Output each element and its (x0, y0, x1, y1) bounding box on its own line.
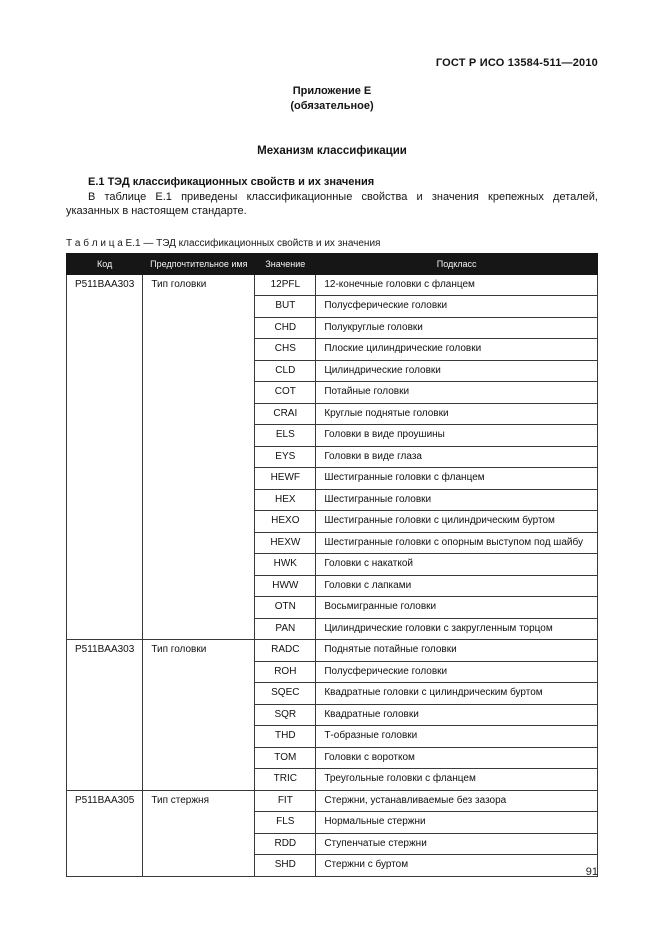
value-cell: OTN (255, 597, 316, 619)
value-cell: COT (255, 382, 316, 404)
header-value: Значение (255, 253, 316, 274)
subclass-cell: Шестигранные головки с фланцем (316, 468, 598, 490)
value-cell: SQEC (255, 683, 316, 705)
value-cell: FIT (255, 790, 316, 812)
table-row (67, 640, 598, 662)
subclass-cell: Шестигранные головки (316, 489, 598, 511)
subclass-cell: Квадратные головки с цилиндрическим буртом (316, 683, 598, 705)
value-cell: ELS (255, 425, 316, 447)
table-header (67, 253, 598, 274)
value-cell: HEXW (255, 532, 316, 554)
preferred-name-cell: Тип стержня (143, 790, 255, 876)
subclass-cell: Плоские цилиндрические головки (316, 339, 598, 361)
code-cell: P511BAA303 (67, 274, 143, 640)
value-cell: PAN (255, 618, 316, 640)
subclass-cell: Восьмигранные головки (316, 597, 598, 619)
subclass-cell: Головки с воротком (316, 747, 598, 769)
value-cell: HEX (255, 489, 316, 511)
value-cell: HWW (255, 575, 316, 597)
subclass-cell: Головки с лапками (316, 575, 598, 597)
value-cell: FLS (255, 812, 316, 834)
doc-reference: ГОСТ Р ИСО 13584-511—2010 (435, 57, 598, 69)
value-cell: CLD (255, 360, 316, 382)
table-header-row (67, 253, 598, 274)
page-content (66, 57, 598, 877)
value-cell: TRIC (255, 769, 316, 791)
header-code: Код (67, 253, 143, 274)
value-cell: ROH (255, 661, 316, 683)
subclass-cell: Цилиндрические головки (316, 360, 598, 382)
table-row (67, 790, 598, 812)
section-title: Механизм классификации (257, 144, 407, 157)
value-cell: HWK (255, 554, 316, 576)
subclass-cell: Шестигранные головки с цилиндрическим буртом (316, 511, 598, 533)
appendix-title: Приложение Е (292, 85, 372, 97)
value-cell: CRAI (255, 403, 316, 425)
code-cell: P511BAA303 (67, 640, 143, 791)
preferred-name-cell: Тип головки (143, 274, 255, 640)
classification-table (66, 253, 598, 877)
value-cell: THD (255, 726, 316, 748)
header-preferred-name: Предпочтительное имя (143, 253, 255, 274)
table-row (67, 274, 598, 296)
subclass-cell: Ступенчатые стержни (316, 833, 598, 855)
value-cell: BUT (255, 296, 316, 318)
subclass-cell: Полусферические головки (316, 661, 598, 683)
subclass-cell: Головки в виде глаза (316, 446, 598, 468)
subclass-cell: Поднятые потайные головки (316, 640, 598, 662)
subclass-cell: Цилиндрические головки с закругленным торцом (316, 618, 598, 640)
value-cell: CHS (255, 339, 316, 361)
value-cell: TOM (255, 747, 316, 769)
value-cell: SQR (255, 704, 316, 726)
subclass-cell: Головки в виде проушины (316, 425, 598, 447)
classification-table-body (67, 274, 598, 876)
subclass-cell: Потайные головки (316, 382, 598, 404)
value-cell: RDD (255, 833, 316, 855)
subclass-cell: Стержни, устанавливаемые без зазора (316, 790, 598, 812)
subclass-cell: Стержни с буртом (316, 855, 598, 877)
subclass-cell: 12-конечные головки с фланцем (316, 274, 598, 296)
appendix-block (66, 84, 598, 114)
subsection-title: Е.1 ТЭД классификационных свойств и их значения (88, 175, 375, 188)
code-cell: P511BAA305 (67, 790, 143, 876)
header-subclass: Подкласс (316, 253, 598, 274)
subclass-cell: Круглые поднятые головки (316, 403, 598, 425)
subclass-cell: Квадратные головки (316, 704, 598, 726)
value-cell: HEWF (255, 468, 316, 490)
subclass-cell: Т-образные головки (316, 726, 598, 748)
subclass-cell: Шестигранные головки с опорным выступом под шайбу (316, 532, 598, 554)
appendix-subtitle: (обязательное) (290, 99, 374, 112)
preferred-name-cell: Тип головки (143, 640, 255, 791)
value-cell: HEXO (255, 511, 316, 533)
value-cell: RADC (255, 640, 316, 662)
subclass-cell: Головки с накаткой (316, 554, 598, 576)
subclass-cell: Полукруглые головки (316, 317, 598, 339)
table-caption: Т а б л и ц а Е.1 — ТЭД классификационных свойств и их значения (66, 237, 381, 249)
page-number: 91 (585, 866, 598, 878)
value-cell: 12PFL (255, 274, 316, 296)
subclass-cell: Полусферические головки (316, 296, 598, 318)
intro-paragraph: В таблице Е.1 приведены классификационные свойства и значения крепежных деталей, указанных в настоящем стандарте. (66, 190, 598, 218)
subclass-cell: Нормальные стержни (316, 812, 598, 834)
value-cell: EYS (255, 446, 316, 468)
subclass-cell: Треугольные головки с фланцем (316, 769, 598, 791)
value-cell: CHD (255, 317, 316, 339)
value-cell: SHD (255, 855, 316, 877)
